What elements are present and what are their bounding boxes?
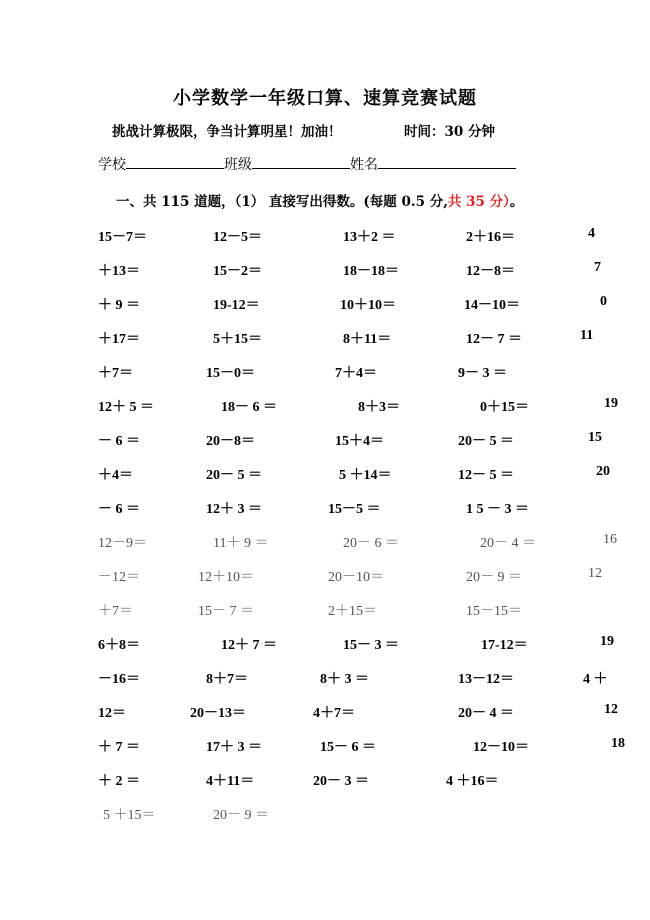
problem-cell: 13－12＝ — [458, 672, 514, 687]
problem-cell: 15－2＝ — [213, 264, 262, 279]
problem-cell: 11＋ 9 ＝ — [213, 536, 269, 551]
problem-cell: 20－ 5 ＝ — [206, 468, 262, 483]
name-blank[interactable] — [378, 154, 516, 169]
problem-cell: 8＋ 3 ＝ — [320, 672, 369, 687]
section-total-score: 共 35 分） — [447, 194, 510, 210]
problem-cell: 20－ 4 ＝ — [480, 536, 536, 551]
problem-row — [0, 770, 650, 794]
problem-cell: 7 — [594, 260, 601, 275]
problem-cell: 20－ 6 ＝ — [343, 536, 399, 551]
problem-cell: 5＋15＝ — [213, 332, 262, 347]
problem-row — [0, 668, 650, 692]
problem-cell: 12－5＝ — [213, 230, 262, 245]
problem-cell: 4＋7＝ — [313, 706, 355, 721]
problem-cell: 4＋11＝ — [206, 774, 255, 789]
name-label: 姓名 — [350, 157, 378, 173]
problem-row — [0, 260, 650, 284]
problem-cell: 15－5 ＝ — [328, 502, 381, 517]
problem-cell: 5 ＋15＝ — [103, 808, 156, 823]
problem-cell: 15－ 3 ＝ — [343, 638, 399, 653]
problem-cell: 15＋4＝ — [335, 434, 384, 449]
problem-cell: 18－ 6 ＝ — [221, 400, 277, 415]
problem-cell: 16 — [603, 532, 617, 547]
problem-cell: 5 ＋14＝ — [339, 468, 392, 483]
problem-cell: 18－18＝ — [343, 264, 399, 279]
problem-cell: 4 ＋16＝ — [446, 774, 499, 789]
problem-cell: 8＋11＝ — [343, 332, 392, 347]
problem-cell: 20－ 4 ＝ — [458, 706, 514, 721]
problem-cell: 1 5 － 3 ＝ — [466, 502, 529, 517]
problem-cell: ＋7＝ — [98, 366, 133, 381]
problem-row — [0, 464, 650, 488]
problem-cell: 12＋10＝ — [198, 570, 254, 585]
class-label: 班级 — [224, 157, 252, 173]
problem-cell: 19 — [600, 634, 614, 649]
problem-cell: 0＋15＝ — [480, 400, 529, 415]
problem-row — [0, 532, 650, 556]
problem-cell: 15－ 7 ＝ — [198, 604, 254, 619]
section-instruction: 一、共 115 道题，（1） 直接写出得数。(每题 0.5 分, — [116, 194, 448, 210]
problem-cell: 20－10＝ — [328, 570, 384, 585]
section-heading — [116, 190, 523, 210]
class-blank[interactable] — [252, 154, 350, 169]
problem-cell: 12－8＝ — [466, 264, 515, 279]
problem-row — [0, 566, 650, 590]
problem-row — [0, 634, 650, 658]
school-blank[interactable] — [126, 154, 224, 169]
problem-row — [0, 430, 650, 454]
problem-cell: 20－8＝ — [206, 434, 255, 449]
problem-cell: 2＋15＝ — [328, 604, 377, 619]
problem-cell: ＋ 9 ＝ — [98, 298, 140, 313]
problem-cell: 8＋7＝ — [206, 672, 248, 687]
problem-cell: 12＋ 5 ＝ — [98, 400, 154, 415]
problem-cell: 12＋ 3 ＝ — [206, 502, 262, 517]
problem-cell: 20－ 9 ＝ — [466, 570, 522, 585]
problem-cell: －12＝ — [98, 570, 140, 585]
problem-row — [0, 600, 650, 624]
problem-row — [0, 396, 650, 420]
problem-cell: 12＝ — [98, 706, 126, 721]
time-limit: 时间：30 分钟 — [404, 124, 495, 140]
problem-cell: 12 — [604, 702, 618, 717]
problem-cell: 15－0＝ — [206, 366, 255, 381]
problem-cell: 20－ 9 ＝ — [213, 808, 269, 823]
problem-cell: －16＝ — [98, 672, 140, 687]
problem-cell: 9－ 3 ＝ — [458, 366, 507, 381]
problem-cell: 18 — [611, 736, 625, 751]
problem-cell: 2＋16＝ — [466, 230, 515, 245]
page-title: 小学数学一年级口算、速算竞赛试题 — [173, 88, 477, 109]
problem-cell: ＋4＝ — [98, 468, 133, 483]
problem-cell: 7＋4＝ — [335, 366, 377, 381]
problem-cell: 14－10＝ — [464, 298, 520, 313]
problem-cell: 17＋ 3 ＝ — [206, 740, 262, 755]
challenge-slogan: 挑战计算极限，争当计算明星！加油！ — [112, 124, 342, 140]
problem-cell: ＋7＝ — [98, 604, 133, 619]
problem-cell: 11 — [580, 328, 594, 343]
problem-cell: 15－ 6 ＝ — [320, 740, 376, 755]
section-end-mark: 。 — [509, 194, 524, 210]
problem-cell: 17-12＝ — [481, 638, 528, 653]
problem-row — [0, 226, 650, 250]
problem-cell: 12－ 7 ＝ — [466, 332, 522, 347]
problem-cell: ＋17＝ — [98, 332, 140, 347]
problem-cell: － 6 ＝ — [98, 434, 140, 449]
problem-cell: 15－15＝ — [466, 604, 522, 619]
problem-cell: 20－ 3 ＝ — [313, 774, 369, 789]
student-info-line — [98, 154, 516, 174]
problem-cell: 20－13＝ — [190, 706, 246, 721]
problem-cell: 13＋2 ＝ — [343, 230, 396, 245]
problem-cell: 20 — [596, 464, 610, 479]
problem-row — [0, 328, 650, 352]
problem-cell: ＋ 7 ＝ — [98, 740, 140, 755]
problem-cell: 0 — [600, 294, 607, 309]
problem-cell: 12－ 5 ＝ — [458, 468, 514, 483]
problem-row — [0, 804, 650, 828]
problem-cell: 8＋3＝ — [358, 400, 400, 415]
problem-cell: ＋13＝ — [98, 264, 140, 279]
problem-cell: ＋ 2 ＝ — [98, 774, 140, 789]
problem-cell: 15 — [588, 430, 602, 445]
problem-row — [0, 702, 650, 726]
problem-row — [0, 736, 650, 760]
problem-cell: 20－ 5 ＝ — [458, 434, 514, 449]
problem-cell: － 6 ＝ — [98, 502, 140, 517]
problem-cell: 19 — [604, 396, 618, 411]
problem-cell: 12＋ 7 ＝ — [221, 638, 277, 653]
school-label: 学校 — [98, 157, 126, 173]
problem-cell: 6＋8＝ — [98, 638, 140, 653]
problem-row — [0, 362, 650, 386]
problem-cell: 19-12＝ — [213, 298, 260, 313]
problem-cell: 10＋10＝ — [340, 298, 396, 313]
problem-row — [0, 294, 650, 318]
problem-row — [0, 498, 650, 522]
problem-cell: 15－7＝ — [98, 230, 147, 245]
problem-cell: 4 — [588, 226, 595, 241]
problem-cell: 12 — [588, 566, 602, 581]
problem-cell: 12－9＝ — [98, 536, 147, 551]
problem-cell: 12－10＝ — [473, 740, 529, 755]
problem-cell: 4 ＋ — [583, 672, 608, 687]
